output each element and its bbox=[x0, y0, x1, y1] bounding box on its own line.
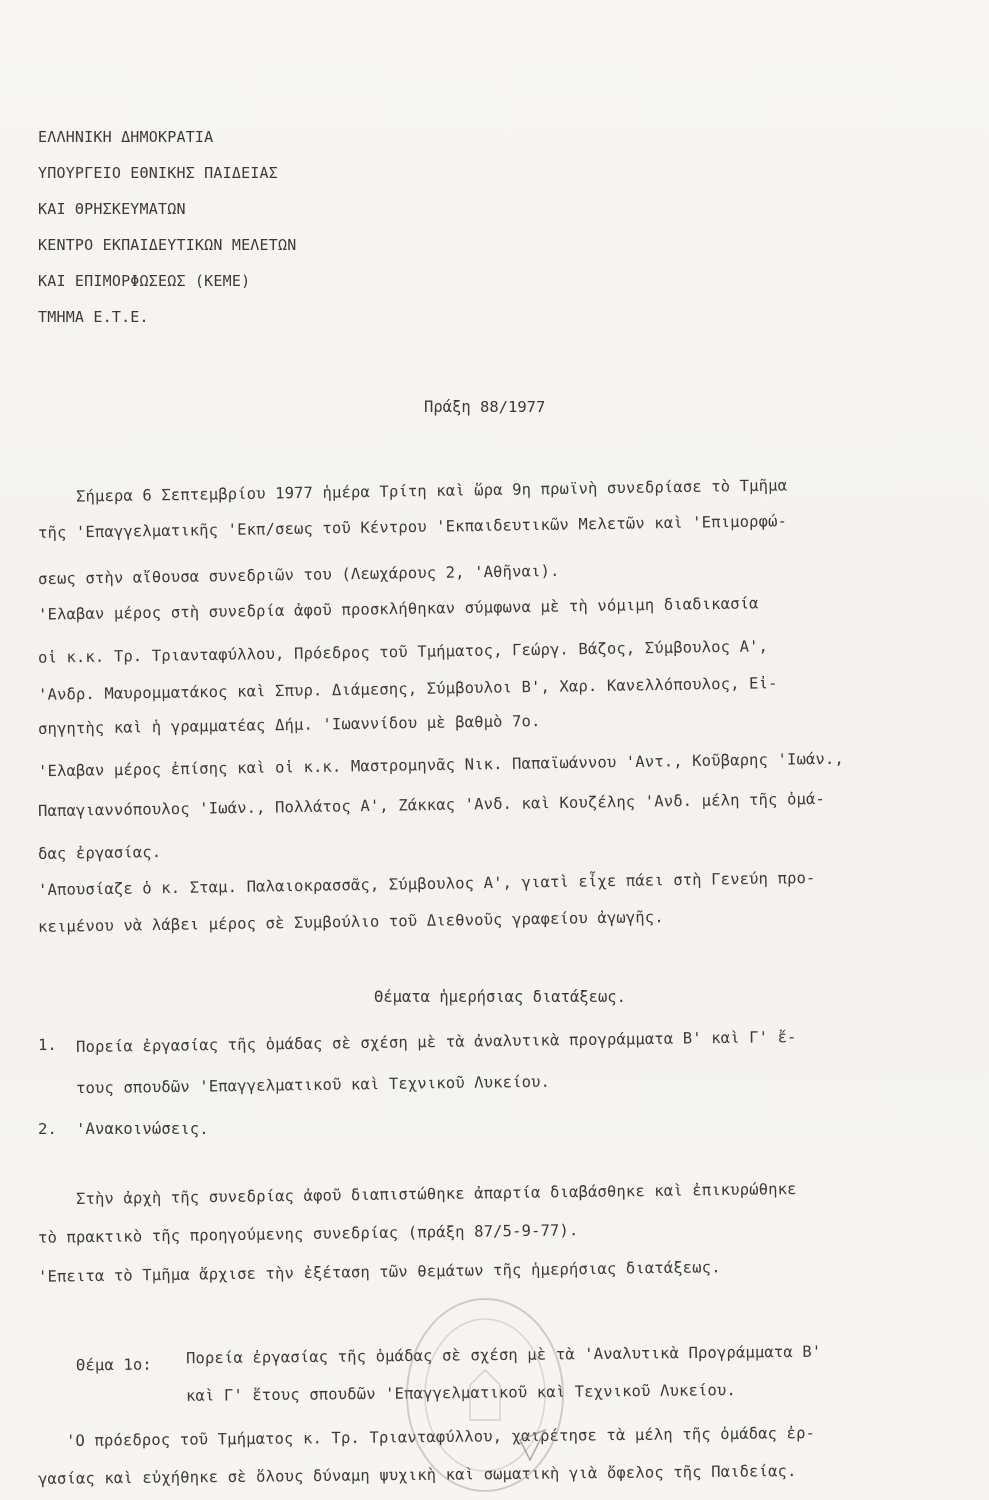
body-line: δας ἐργασίας. bbox=[37, 843, 162, 863]
body-line: 'Ελαβαν μέρος ἐπίσης καὶ οἱ κ.κ. Μαστρομηνᾶς Νικ. Παπαϊωάννου 'Αντ., Κοῦβαρης 'Ιωάν., bbox=[37, 749, 845, 781]
header-line: ΥΠΟΥΡΓΕΙΟ ΕΘΝΙΚΗΣ ΠΑΙΔΕΙΑΣ bbox=[38, 164, 278, 182]
header-line: ΚΕΝΤΡΟ ΕΚΠΑΙΔΕΥΤΙΚΩΝ ΜΕΛΕΤΩΝ bbox=[38, 236, 297, 254]
proceedings-line: 'Επειτα τὸ Τμῆμα ἄρχισε τὴν ἐξέταση τῶν θεμάτων τῆς ἡμερήσιας διατάξεως. bbox=[37, 1258, 721, 1286]
letterhead bbox=[38, 128, 296, 344]
header-line: ΚΑΙ ΕΠΙΜΟΡΦΩΣΕΩΣ (ΚΕΜΕ) bbox=[38, 272, 251, 290]
closing-line: 'Ο πρόεδρος τοῦ Τμήματος κ. Τρ. Τριανταφύλλου, χαιρέτησε τὰ μέλη τῆς ὁμάδας ἐρ- bbox=[65, 1424, 816, 1450]
agenda-item-line: Πορεία ἐργασίας τῆς ὁμάδας σὲ σχέση μὲ τὰ ἀναλυτικὰ προγράμματα Β' καὶ Γ' ἔ- bbox=[75, 1027, 797, 1057]
topic-label: Θέμα 1ο: bbox=[75, 1355, 152, 1375]
body-line: τῆς 'Επαγγελματικῆς 'Εκπ/σεως τοῦ Κέντρου 'Εκπαιδευτικῶν Μελετῶν καὶ 'Επιμορφώ- bbox=[37, 512, 788, 542]
body-line: 'Ανδρ. Μαυρομματάκος καὶ Σπυρ. Διάμεσης, Σύμβουλοι Β', Χαρ. Κανελλόπουλος, Εἰ- bbox=[37, 674, 778, 704]
header-line: ΕΛΛΗΝΙΚΗ ΔΗΜΟΚΡΑΤΙΑ bbox=[38, 128, 214, 146]
body-line: 'Ελαβαν μέρος στὴ συνεδρία ἀφοῦ προσκλήθηκαν σύμφωνα μὲ τὴ νόμιμη διαδικασία bbox=[37, 594, 759, 624]
proceedings-line: Στὴν ἀρχὴ τῆς συνεδρίας ἀφοῦ διαπιστώθηκε ἀπαρτία διαβάσθηκε καὶ ἐπικυρώθηκε bbox=[75, 1179, 797, 1209]
agenda-item-number: 2. bbox=[38, 1120, 57, 1138]
topic-line: Πορεία ἐργασίας τῆς ὁμάδας σὲ σχέση μὲ τὰ 'Αναλυτικὰ Προγράμματα Β' bbox=[185, 1342, 822, 1368]
official-seal-icon bbox=[400, 1290, 570, 1500]
body-line: οἱ κ.κ. Τρ. Τριανταφύλλου, Πρόεδρος τοῦ Τμήματος, Γεώργ. Βάζος, Σύμβουλος Α', bbox=[37, 637, 769, 667]
header-line: ΤΜΗΜΑ Ε.Τ.Ε. bbox=[38, 308, 149, 326]
header-line: ΚΑΙ ΘΡΗΣΚΕΥΜΑΤΩΝ bbox=[38, 200, 186, 218]
proceedings-line: τὸ πρακτικὸ τῆς προηγούμενης συνεδρίας (πράξη 87/5-9-77). bbox=[37, 1221, 579, 1247]
closing-line: γασίας καὶ εὐχήθηκε σὲ ὅλους δύναμη ψυχικὴ καὶ σωματικὴ γιὰ ὄφελος τῆς Παιδείας. bbox=[37, 1462, 797, 1488]
body-line: 'Απουσίαζε ὁ κ. Σταμ. Παλαιοκρασσᾶς, Σύμβουλος Α', γιατὶ εἶχε πάει στὴ Γενεύη προ- bbox=[37, 868, 816, 900]
body-line: σηγητὴς καὶ ἡ γραμματέας Δήμ. 'Ιωαννίδου μὲ βαθμὸ 7ο. bbox=[37, 712, 541, 738]
agenda-item-number: 1. bbox=[37, 1035, 58, 1055]
topic-line: καὶ Γ' ἔτους σπουδῶν 'Επαγγελματικοῦ καὶ Τεχνικοῦ Λυκείου. bbox=[185, 1381, 737, 1405]
agenda-item-line: τους σπουδῶν 'Επαγγελματικοῦ καὶ Τεχνικοῦ Λυκείου. bbox=[75, 1072, 551, 1098]
document-title: Πράξη 88/1977 bbox=[424, 398, 546, 416]
body-line: Σήμερα 6 Σεπτεμβρίου 1977 ἡμέρα Τρίτη καὶ ὥρα 9η πρωϊνὴ συνεδρίασε τὸ Τμῆμα bbox=[75, 476, 788, 506]
body-line: κειμένου νὰ λάβει μέρος σὲ Συμβούλιο τοῦ Διεθνοῦς γραφείου ἀγωγῆς. bbox=[37, 908, 664, 936]
agenda-item-line: 'Ανακοινώσεις. bbox=[76, 1120, 209, 1138]
body-line: Παπαγιαννόπουλος 'Ιωάν., Πολλάτος Α', Ζάκκας 'Ανδ. καὶ Κουζέλης 'Ανδ. μέλη τῆς ὁμά- bbox=[37, 789, 826, 821]
body-line: σεως στὴν αἴθουσα συνεδριῶν του (Λεωχάρους 2, 'Αθῆναι). bbox=[37, 561, 560, 589]
agenda-title: Θέματα ἡμερήσιας διατάξεως. bbox=[374, 988, 626, 1006]
